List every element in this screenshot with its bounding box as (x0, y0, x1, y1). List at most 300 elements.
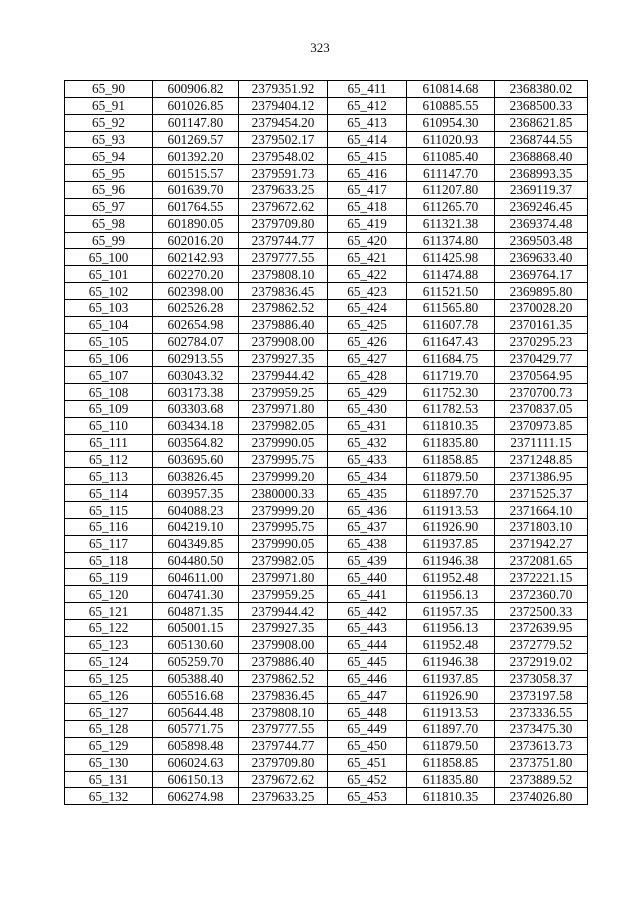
y-coordinate-left-cell: 2379908.00 (239, 636, 328, 653)
y-coordinate-right-cell: 2371803.10 (495, 518, 588, 535)
table-row (65, 114, 588, 131)
y-coordinate-right-cell: 2373751.80 (495, 754, 588, 771)
y-coordinate-right-cell: 2368744.55 (495, 131, 588, 148)
y-coordinate-right-cell: 2373197.58 (495, 687, 588, 704)
point-id-left-cell: 65_95 (65, 165, 153, 182)
x-coordinate-left-cell: 605259.70 (153, 653, 239, 670)
x-coordinate-left-cell: 601147.80 (153, 114, 239, 131)
x-coordinate-left-cell: 602270.20 (153, 266, 239, 283)
y-coordinate-right-cell: 2371111.15 (495, 434, 588, 451)
y-coordinate-right-cell: 2370973.85 (495, 417, 588, 434)
x-coordinate-left-cell: 604219.10 (153, 518, 239, 535)
x-coordinate-right-cell: 611147.70 (407, 165, 495, 182)
coordinates-table (64, 80, 588, 805)
table-row (65, 434, 588, 451)
table-row (65, 535, 588, 552)
coordinates-table-body (65, 81, 588, 805)
point-id-left-cell: 65_108 (65, 384, 153, 401)
point-id-right-cell: 65_435 (328, 485, 407, 502)
y-coordinate-left-cell: 2379971.80 (239, 569, 328, 586)
x-coordinate-right-cell: 611085.40 (407, 148, 495, 165)
point-id-right-cell: 65_430 (328, 401, 407, 418)
y-coordinate-left-cell: 2379808.10 (239, 266, 328, 283)
y-coordinate-left-cell: 2379502.17 (239, 131, 328, 148)
y-coordinate-left-cell: 2379351.92 (239, 81, 328, 98)
table-row (65, 569, 588, 586)
table-row (65, 401, 588, 418)
table-row (65, 670, 588, 687)
x-coordinate-left-cell: 601515.57 (153, 165, 239, 182)
y-coordinate-left-cell: 2379999.20 (239, 502, 328, 519)
point-id-left-cell: 65_115 (65, 502, 153, 519)
x-coordinate-right-cell: 611207.80 (407, 182, 495, 199)
x-coordinate-right-cell: 610954.30 (407, 114, 495, 131)
x-coordinate-left-cell: 605771.75 (153, 721, 239, 738)
point-id-right-cell: 65_448 (328, 704, 407, 721)
y-coordinate-left-cell: 2379672.62 (239, 771, 328, 788)
x-coordinate-right-cell: 611521.50 (407, 283, 495, 300)
y-coordinate-right-cell: 2369895.80 (495, 283, 588, 300)
y-coordinate-left-cell: 2379744.77 (239, 737, 328, 754)
x-coordinate-left-cell: 605898.48 (153, 737, 239, 754)
table-row (65, 131, 588, 148)
y-coordinate-right-cell: 2370028.20 (495, 299, 588, 316)
point-id-right-cell: 65_423 (328, 283, 407, 300)
x-coordinate-right-cell: 611897.70 (407, 485, 495, 502)
point-id-left-cell: 65_116 (65, 518, 153, 535)
point-id-right-cell: 65_447 (328, 687, 407, 704)
point-id-left-cell: 65_105 (65, 333, 153, 350)
point-id-left-cell: 65_111 (65, 434, 153, 451)
point-id-left-cell: 65_107 (65, 367, 153, 384)
table-row (65, 737, 588, 754)
y-coordinate-left-cell: 2379982.05 (239, 552, 328, 569)
point-id-left-cell: 65_96 (65, 182, 153, 199)
point-id-left-cell: 65_91 (65, 97, 153, 114)
y-coordinate-left-cell: 2379944.42 (239, 367, 328, 384)
point-id-right-cell: 65_428 (328, 367, 407, 384)
point-id-left-cell: 65_100 (65, 249, 153, 266)
x-coordinate-right-cell: 610885.55 (407, 97, 495, 114)
point-id-left-cell: 65_127 (65, 704, 153, 721)
point-id-right-cell: 65_411 (328, 81, 407, 98)
x-coordinate-right-cell: 611957.35 (407, 603, 495, 620)
table-row (65, 350, 588, 367)
x-coordinate-right-cell: 611607.78 (407, 316, 495, 333)
y-coordinate-right-cell: 2368500.33 (495, 97, 588, 114)
point-id-right-cell: 65_449 (328, 721, 407, 738)
y-coordinate-right-cell: 2370700.73 (495, 384, 588, 401)
x-coordinate-right-cell: 611879.50 (407, 468, 495, 485)
point-id-left-cell: 65_123 (65, 636, 153, 653)
x-coordinate-left-cell: 601639.70 (153, 182, 239, 199)
table-row (65, 148, 588, 165)
point-id-left-cell: 65_102 (65, 283, 153, 300)
x-coordinate-right-cell: 611897.70 (407, 721, 495, 738)
point-id-left-cell: 65_106 (65, 350, 153, 367)
x-coordinate-right-cell: 611810.35 (407, 788, 495, 805)
y-coordinate-right-cell: 2369633.40 (495, 249, 588, 266)
point-id-left-cell: 65_99 (65, 232, 153, 249)
point-id-right-cell: 65_451 (328, 754, 407, 771)
x-coordinate-right-cell: 611835.80 (407, 771, 495, 788)
y-coordinate-right-cell: 2374026.80 (495, 788, 588, 805)
x-coordinate-left-cell: 602398.00 (153, 283, 239, 300)
y-coordinate-right-cell: 2371386.95 (495, 468, 588, 485)
y-coordinate-left-cell: 2379454.20 (239, 114, 328, 131)
table-row (65, 451, 588, 468)
y-coordinate-right-cell: 2373475.30 (495, 721, 588, 738)
x-coordinate-left-cell: 606274.98 (153, 788, 239, 805)
x-coordinate-right-cell: 611913.53 (407, 704, 495, 721)
point-id-left-cell: 65_125 (65, 670, 153, 687)
point-id-right-cell: 65_413 (328, 114, 407, 131)
y-coordinate-right-cell: 2372779.52 (495, 636, 588, 653)
point-id-left-cell: 65_90 (65, 81, 153, 98)
y-coordinate-right-cell: 2372360.70 (495, 586, 588, 603)
point-id-right-cell: 65_416 (328, 165, 407, 182)
point-id-right-cell: 65_415 (328, 148, 407, 165)
x-coordinate-right-cell: 611913.53 (407, 502, 495, 519)
x-coordinate-right-cell: 610814.68 (407, 81, 495, 98)
y-coordinate-right-cell: 2369374.48 (495, 215, 588, 232)
table-row (65, 636, 588, 653)
x-coordinate-left-cell: 602142.93 (153, 249, 239, 266)
table-row (65, 552, 588, 569)
y-coordinate-right-cell: 2372081.65 (495, 552, 588, 569)
y-coordinate-left-cell: 2379908.00 (239, 333, 328, 350)
table-row (65, 754, 588, 771)
x-coordinate-left-cell: 604480.50 (153, 552, 239, 569)
y-coordinate-right-cell: 2373889.52 (495, 771, 588, 788)
point-id-left-cell: 65_109 (65, 401, 153, 418)
table-row (65, 316, 588, 333)
y-coordinate-right-cell: 2369764.17 (495, 266, 588, 283)
x-coordinate-right-cell: 611321.38 (407, 215, 495, 232)
point-id-right-cell: 65_434 (328, 468, 407, 485)
point-id-left-cell: 65_132 (65, 788, 153, 805)
point-id-right-cell: 65_445 (328, 653, 407, 670)
x-coordinate-left-cell: 605388.40 (153, 670, 239, 687)
y-coordinate-left-cell: 2379709.80 (239, 215, 328, 232)
table-row (65, 788, 588, 805)
point-id-left-cell: 65_113 (65, 468, 153, 485)
point-id-right-cell: 65_426 (328, 333, 407, 350)
y-coordinate-left-cell: 2379862.52 (239, 299, 328, 316)
point-id-right-cell: 65_412 (328, 97, 407, 114)
point-id-right-cell: 65_453 (328, 788, 407, 805)
y-coordinate-right-cell: 2370295.23 (495, 333, 588, 350)
y-coordinate-right-cell: 2369246.45 (495, 198, 588, 215)
point-id-left-cell: 65_118 (65, 552, 153, 569)
point-id-right-cell: 65_429 (328, 384, 407, 401)
x-coordinate-right-cell: 611952.48 (407, 636, 495, 653)
point-id-right-cell: 65_438 (328, 535, 407, 552)
point-id-right-cell: 65_433 (328, 451, 407, 468)
x-coordinate-left-cell: 603043.32 (153, 367, 239, 384)
point-id-left-cell: 65_98 (65, 215, 153, 232)
x-coordinate-left-cell: 602784.07 (153, 333, 239, 350)
x-coordinate-right-cell: 611858.85 (407, 451, 495, 468)
point-id-right-cell: 65_414 (328, 131, 407, 148)
table-row (65, 485, 588, 502)
point-id-left-cell: 65_124 (65, 653, 153, 670)
y-coordinate-right-cell: 2371942.27 (495, 535, 588, 552)
x-coordinate-right-cell: 611835.80 (407, 434, 495, 451)
x-coordinate-right-cell: 611858.85 (407, 754, 495, 771)
x-coordinate-left-cell: 601890.05 (153, 215, 239, 232)
x-coordinate-right-cell: 611937.85 (407, 535, 495, 552)
point-id-right-cell: 65_450 (328, 737, 407, 754)
point-id-right-cell: 65_432 (328, 434, 407, 451)
y-coordinate-left-cell: 2379709.80 (239, 754, 328, 771)
y-coordinate-left-cell: 2379959.25 (239, 384, 328, 401)
x-coordinate-right-cell: 611956.13 (407, 586, 495, 603)
x-coordinate-left-cell: 602654.98 (153, 316, 239, 333)
x-coordinate-right-cell: 611946.38 (407, 552, 495, 569)
point-id-right-cell: 65_431 (328, 417, 407, 434)
point-id-left-cell: 65_92 (65, 114, 153, 131)
table-row (65, 198, 588, 215)
x-coordinate-left-cell: 603564.82 (153, 434, 239, 451)
x-coordinate-left-cell: 605516.68 (153, 687, 239, 704)
x-coordinate-left-cell: 600906.82 (153, 81, 239, 98)
x-coordinate-right-cell: 611425.98 (407, 249, 495, 266)
point-id-left-cell: 65_93 (65, 131, 153, 148)
table-row (65, 232, 588, 249)
y-coordinate-right-cell: 2371525.37 (495, 485, 588, 502)
x-coordinate-right-cell: 611879.50 (407, 737, 495, 754)
x-coordinate-left-cell: 601392.20 (153, 148, 239, 165)
point-id-right-cell: 65_443 (328, 620, 407, 637)
y-coordinate-left-cell: 2379777.55 (239, 249, 328, 266)
point-id-right-cell: 65_437 (328, 518, 407, 535)
table-row (65, 81, 588, 98)
table-row (65, 586, 588, 603)
x-coordinate-right-cell: 611952.48 (407, 569, 495, 586)
x-coordinate-right-cell: 611782.53 (407, 401, 495, 418)
table-row (65, 502, 588, 519)
point-id-right-cell: 65_452 (328, 771, 407, 788)
x-coordinate-right-cell: 611926.90 (407, 687, 495, 704)
y-coordinate-left-cell: 2379944.42 (239, 603, 328, 620)
y-coordinate-right-cell: 2368868.40 (495, 148, 588, 165)
table-row (65, 283, 588, 300)
x-coordinate-right-cell: 611937.85 (407, 670, 495, 687)
point-id-right-cell: 65_422 (328, 266, 407, 283)
x-coordinate-left-cell: 606024.63 (153, 754, 239, 771)
y-coordinate-left-cell: 2379404.12 (239, 97, 328, 114)
point-id-right-cell: 65_427 (328, 350, 407, 367)
x-coordinate-right-cell: 611956.13 (407, 620, 495, 637)
y-coordinate-left-cell: 2379777.55 (239, 721, 328, 738)
y-coordinate-left-cell: 2379999.20 (239, 468, 328, 485)
point-id-right-cell: 65_442 (328, 603, 407, 620)
y-coordinate-right-cell: 2370429.77 (495, 350, 588, 367)
y-coordinate-left-cell: 2379836.45 (239, 687, 328, 704)
table-row (65, 620, 588, 637)
point-id-left-cell: 65_94 (65, 148, 153, 165)
y-coordinate-right-cell: 2371248.85 (495, 451, 588, 468)
point-id-left-cell: 65_128 (65, 721, 153, 738)
x-coordinate-left-cell: 606150.13 (153, 771, 239, 788)
x-coordinate-left-cell: 603695.60 (153, 451, 239, 468)
point-id-left-cell: 65_129 (65, 737, 153, 754)
y-coordinate-right-cell: 2372500.33 (495, 603, 588, 620)
y-coordinate-left-cell: 2379927.35 (239, 620, 328, 637)
point-id-right-cell: 65_440 (328, 569, 407, 586)
y-coordinate-left-cell: 2379995.75 (239, 451, 328, 468)
y-coordinate-left-cell: 2379971.80 (239, 401, 328, 418)
x-coordinate-right-cell: 611474.88 (407, 266, 495, 283)
x-coordinate-left-cell: 602016.20 (153, 232, 239, 249)
y-coordinate-right-cell: 2370564.95 (495, 367, 588, 384)
point-id-left-cell: 65_120 (65, 586, 153, 603)
y-coordinate-left-cell: 2379633.25 (239, 788, 328, 805)
page-number: 323 (310, 40, 330, 55)
y-coordinate-right-cell: 2369119.37 (495, 182, 588, 199)
x-coordinate-right-cell: 611926.90 (407, 518, 495, 535)
y-coordinate-left-cell: 2379548.02 (239, 148, 328, 165)
y-coordinate-left-cell: 2379886.40 (239, 316, 328, 333)
y-coordinate-right-cell: 2372639.95 (495, 620, 588, 637)
y-coordinate-left-cell: 2379808.10 (239, 704, 328, 721)
point-id-left-cell: 65_110 (65, 417, 153, 434)
table-row (65, 704, 588, 721)
x-coordinate-right-cell: 611374.80 (407, 232, 495, 249)
point-id-left-cell: 65_131 (65, 771, 153, 788)
table-row (65, 603, 588, 620)
point-id-right-cell: 65_436 (328, 502, 407, 519)
table-row (65, 653, 588, 670)
y-coordinate-left-cell: 2379862.52 (239, 670, 328, 687)
y-coordinate-left-cell: 2379927.35 (239, 350, 328, 367)
x-coordinate-left-cell: 601269.57 (153, 131, 239, 148)
y-coordinate-left-cell: 2380000.33 (239, 485, 328, 502)
x-coordinate-left-cell: 604741.30 (153, 586, 239, 603)
x-coordinate-left-cell: 604871.35 (153, 603, 239, 620)
point-id-right-cell: 65_420 (328, 232, 407, 249)
table-row (65, 299, 588, 316)
x-coordinate-right-cell: 611565.80 (407, 299, 495, 316)
table-row (65, 165, 588, 182)
table-row (65, 384, 588, 401)
y-coordinate-right-cell: 2370837.05 (495, 401, 588, 418)
x-coordinate-left-cell: 603957.35 (153, 485, 239, 502)
x-coordinate-left-cell: 605644.48 (153, 704, 239, 721)
y-coordinate-right-cell: 2373613.73 (495, 737, 588, 754)
y-coordinate-right-cell: 2372221.15 (495, 569, 588, 586)
point-id-right-cell: 65_425 (328, 316, 407, 333)
table-row (65, 266, 588, 283)
point-id-right-cell: 65_441 (328, 586, 407, 603)
point-id-right-cell: 65_418 (328, 198, 407, 215)
x-coordinate-left-cell: 604088.23 (153, 502, 239, 519)
table-row (65, 215, 588, 232)
x-coordinate-left-cell: 602913.55 (153, 350, 239, 367)
point-id-left-cell: 65_117 (65, 535, 153, 552)
x-coordinate-right-cell: 611946.38 (407, 653, 495, 670)
point-id-left-cell: 65_126 (65, 687, 153, 704)
point-id-right-cell: 65_421 (328, 249, 407, 266)
x-coordinate-left-cell: 602526.28 (153, 299, 239, 316)
point-id-left-cell: 65_104 (65, 316, 153, 333)
point-id-right-cell: 65_424 (328, 299, 407, 316)
table-row (65, 417, 588, 434)
table-row (65, 721, 588, 738)
x-coordinate-left-cell: 603826.45 (153, 468, 239, 485)
x-coordinate-right-cell: 611020.93 (407, 131, 495, 148)
y-coordinate-right-cell: 2370161.35 (495, 316, 588, 333)
y-coordinate-right-cell: 2368380.02 (495, 81, 588, 98)
y-coordinate-right-cell: 2368621.85 (495, 114, 588, 131)
point-id-left-cell: 65_112 (65, 451, 153, 468)
point-id-right-cell: 65_419 (328, 215, 407, 232)
x-coordinate-right-cell: 611752.30 (407, 384, 495, 401)
x-coordinate-left-cell: 603303.68 (153, 401, 239, 418)
point-id-right-cell: 65_439 (328, 552, 407, 569)
point-id-left-cell: 65_97 (65, 198, 153, 215)
point-id-left-cell: 65_119 (65, 569, 153, 586)
x-coordinate-right-cell: 611810.35 (407, 417, 495, 434)
point-id-right-cell: 65_446 (328, 670, 407, 687)
y-coordinate-left-cell: 2379959.25 (239, 586, 328, 603)
x-coordinate-left-cell: 605001.15 (153, 620, 239, 637)
y-coordinate-left-cell: 2379633.25 (239, 182, 328, 199)
x-coordinate-left-cell: 604611.00 (153, 569, 239, 586)
y-coordinate-right-cell: 2369503.48 (495, 232, 588, 249)
x-coordinate-left-cell: 603434.18 (153, 417, 239, 434)
x-coordinate-left-cell: 604349.85 (153, 535, 239, 552)
point-id-right-cell: 65_444 (328, 636, 407, 653)
y-coordinate-left-cell: 2379836.45 (239, 283, 328, 300)
point-id-left-cell: 65_130 (65, 754, 153, 771)
table-row (65, 687, 588, 704)
table-row (65, 97, 588, 114)
y-coordinate-right-cell: 2373058.37 (495, 670, 588, 687)
x-coordinate-left-cell: 601764.55 (153, 198, 239, 215)
y-coordinate-right-cell: 2373336.55 (495, 704, 588, 721)
table-row (65, 367, 588, 384)
x-coordinate-right-cell: 611647.43 (407, 333, 495, 350)
y-coordinate-left-cell: 2379672.62 (239, 198, 328, 215)
table-row (65, 771, 588, 788)
y-coordinate-right-cell: 2368993.35 (495, 165, 588, 182)
table-row (65, 333, 588, 350)
point-id-left-cell: 65_103 (65, 299, 153, 316)
y-coordinate-right-cell: 2372919.02 (495, 653, 588, 670)
x-coordinate-left-cell: 605130.60 (153, 636, 239, 653)
y-coordinate-left-cell: 2379995.75 (239, 518, 328, 535)
x-coordinate-right-cell: 611719.70 (407, 367, 495, 384)
table-row (65, 182, 588, 199)
point-id-left-cell: 65_121 (65, 603, 153, 620)
x-coordinate-right-cell: 611684.75 (407, 350, 495, 367)
point-id-left-cell: 65_114 (65, 485, 153, 502)
point-id-left-cell: 65_101 (65, 266, 153, 283)
y-coordinate-left-cell: 2379990.05 (239, 434, 328, 451)
table-row (65, 249, 588, 266)
y-coordinate-left-cell: 2379886.40 (239, 653, 328, 670)
point-id-right-cell: 65_417 (328, 182, 407, 199)
table-row (65, 518, 588, 535)
y-coordinate-right-cell: 2371664.10 (495, 502, 588, 519)
y-coordinate-left-cell: 2379982.05 (239, 417, 328, 434)
point-id-left-cell: 65_122 (65, 620, 153, 637)
y-coordinate-left-cell: 2379744.77 (239, 232, 328, 249)
table-row (65, 468, 588, 485)
x-coordinate-left-cell: 601026.85 (153, 97, 239, 114)
